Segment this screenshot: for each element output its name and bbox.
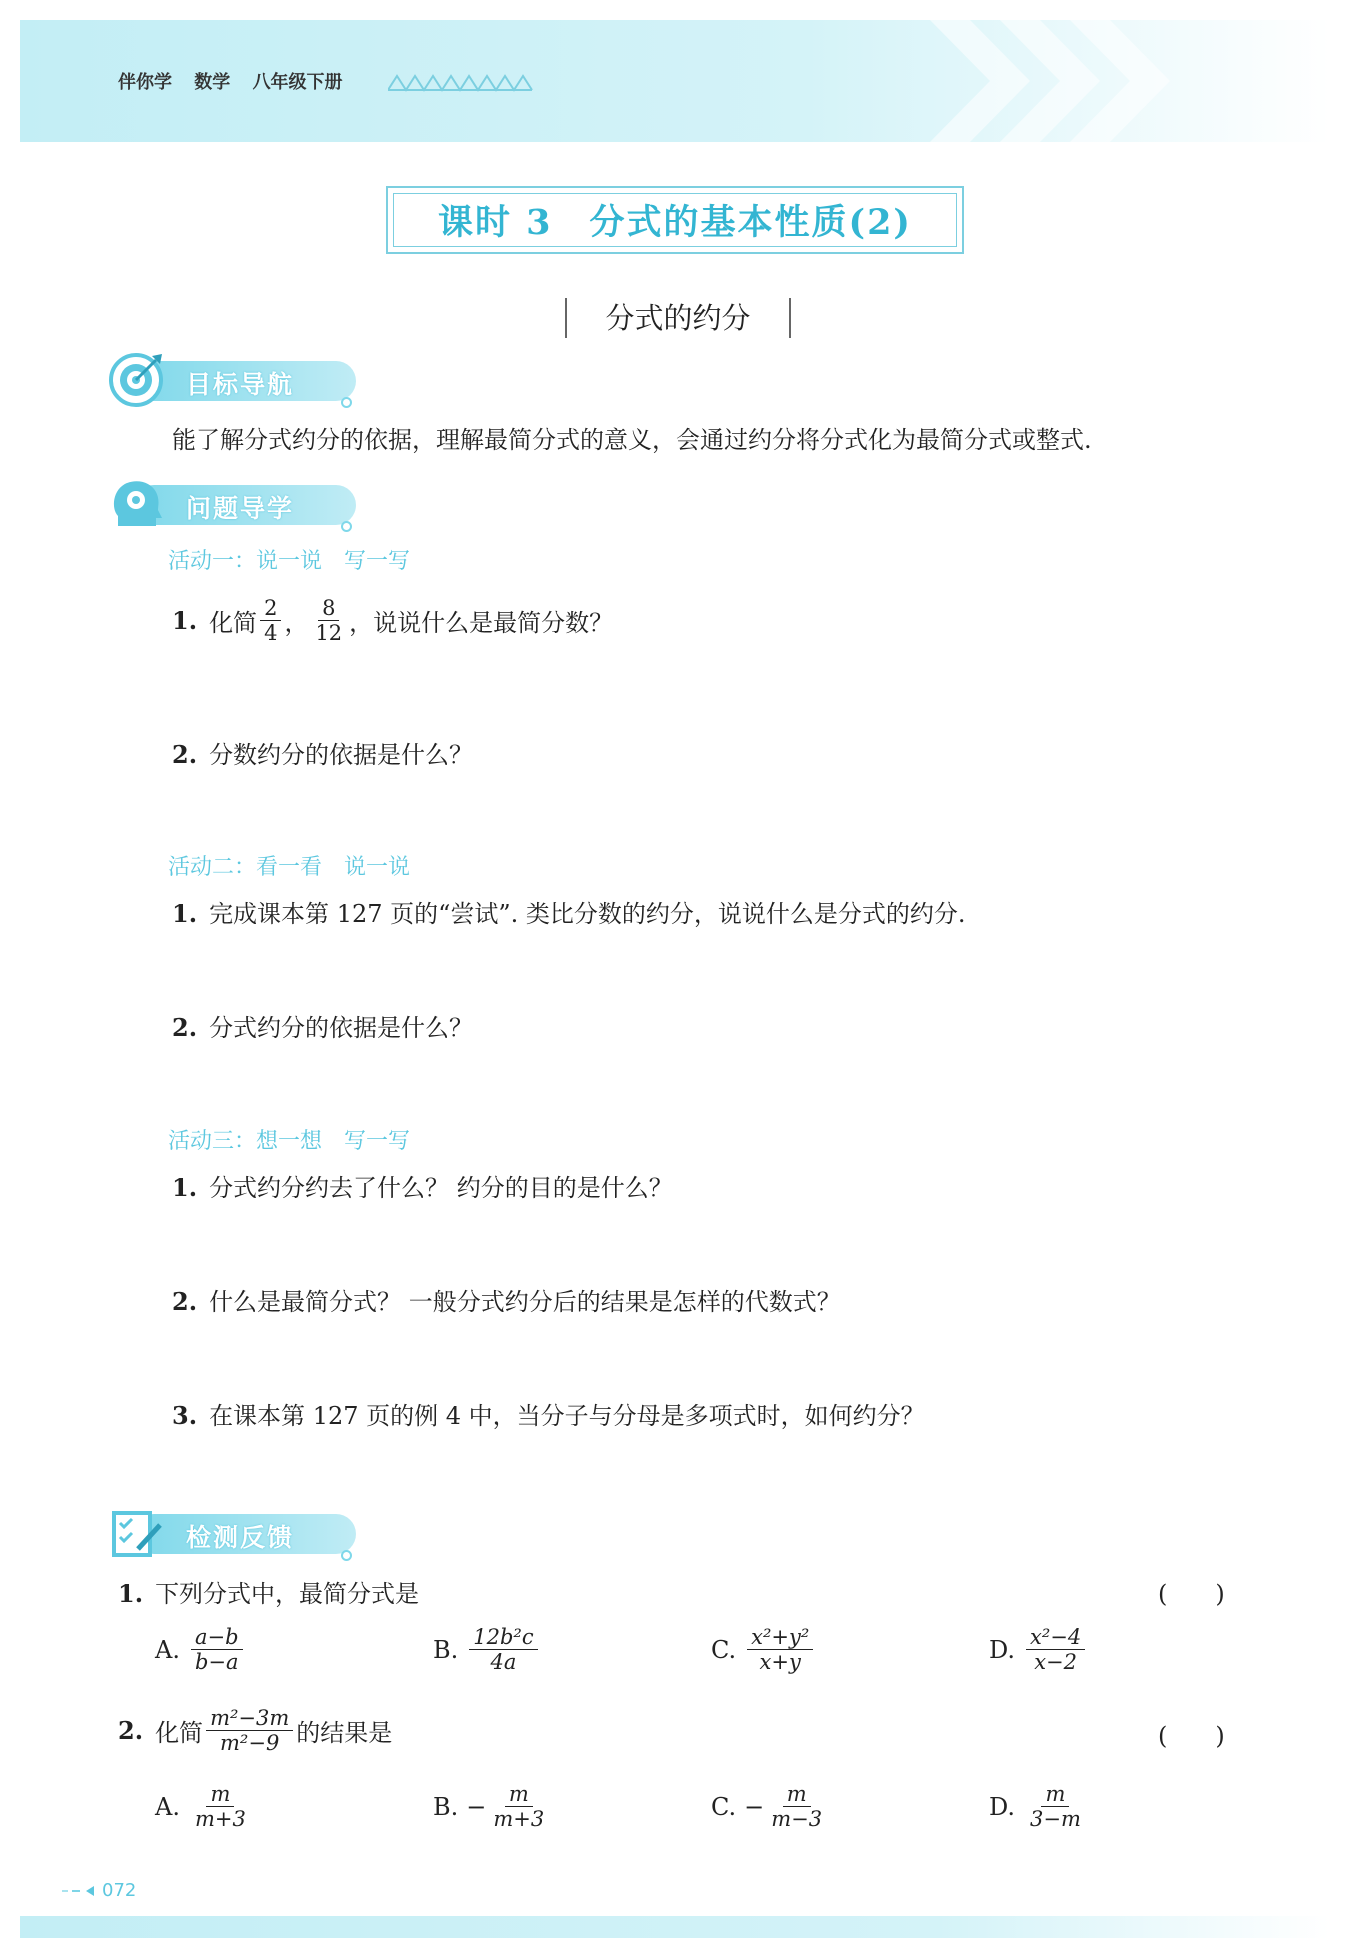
- header-info: [118, 68, 359, 94]
- header-subject: 数学: [194, 72, 231, 93]
- question-text: 下列分式中，最简分式是: [155, 1580, 420, 1608]
- fraction-denominator: 4: [264, 621, 278, 645]
- section-title: 分式的约分: [565, 298, 791, 338]
- q1-option-c[interactable]: [711, 1625, 816, 1674]
- option-fraction: [1026, 1782, 1085, 1831]
- question-number: 2.: [172, 740, 198, 769]
- checklist-pen-icon: [108, 1505, 164, 1561]
- fraction-denominator: m+3: [493, 1807, 545, 1831]
- question-text: 在课本第 127 页的例 4 中，当分子与分母是多项式时，如何约分？: [209, 1402, 925, 1430]
- activity-1-question-2: [172, 735, 473, 770]
- fraction-denominator: 3−m: [1030, 1807, 1081, 1831]
- activity-1-title: 活动一：说一说 写一写: [168, 549, 411, 574]
- zigzag-decoration: [388, 72, 533, 92]
- option-fraction: [767, 1782, 826, 1831]
- fraction-numerator: 2: [260, 596, 281, 621]
- footer-banner: [20, 1916, 1330, 1938]
- q2-option-d[interactable]: [989, 1782, 1088, 1831]
- question-number: 2.: [118, 1716, 144, 1745]
- fraction-numerator: x²+y²: [747, 1625, 813, 1650]
- fraction-numerator: m: [505, 1782, 533, 1807]
- lesson-title-box: [386, 186, 964, 254]
- option-letter: D.: [989, 1792, 1016, 1821]
- option-letter: A.: [155, 1635, 180, 1664]
- question-text: 什么是最简分式？ 一般分式约分后的结果是怎样的代数式？: [209, 1288, 841, 1316]
- page-number-text: 072: [102, 1880, 137, 1901]
- guide-badge: [108, 476, 358, 532]
- question-text: 的结果是: [296, 1719, 393, 1747]
- question-text: 化简: [155, 1719, 204, 1747]
- question-number: 3.: [172, 1401, 198, 1430]
- q1-option-a[interactable]: [155, 1625, 246, 1674]
- fraction-numerator: m: [1041, 1782, 1069, 1807]
- feedback-question-1: [118, 1574, 419, 1609]
- activity-3-question-2: [172, 1282, 841, 1317]
- goals-text: 能了解分式约分的依据，理解最简分式的意义，会通过约分将分式化为最简分式或整式.: [172, 426, 1092, 454]
- option-sign: −: [744, 1792, 765, 1821]
- question-number: 1.: [172, 606, 198, 635]
- question-number: 1.: [118, 1579, 144, 1608]
- feedback-label: 检测反馈: [186, 1523, 295, 1552]
- q2-option-b[interactable]: [433, 1782, 551, 1831]
- q2-option-a[interactable]: [155, 1782, 253, 1831]
- question-text: 分数约分的依据是什么？: [209, 741, 474, 769]
- option-fraction: [747, 1625, 813, 1674]
- option-fraction: [489, 1782, 548, 1831]
- option-sign: −: [466, 1792, 487, 1821]
- goals-badge: [108, 352, 358, 408]
- fraction-2-4: [260, 596, 281, 645]
- option-fraction: [469, 1625, 537, 1674]
- option-letter: C.: [711, 1792, 737, 1821]
- question-text: 分式约分的依据是什么？: [209, 1014, 474, 1042]
- arrow-dots-icon: [62, 1884, 102, 1898]
- fraction-denominator: 4a: [490, 1650, 517, 1674]
- question-text: 完成课本第 127 页的“尝试”. 类比分数的约分，说说什么是分式的约分.: [209, 900, 966, 928]
- question-text: 化简: [209, 609, 258, 637]
- option-fraction: [191, 1782, 250, 1831]
- fraction-denominator: b−a: [194, 1650, 239, 1674]
- feedback-question-2: [118, 1706, 392, 1755]
- option-fraction: [1026, 1625, 1085, 1674]
- activity-2-question-2: [172, 1008, 473, 1043]
- option-letter: C.: [711, 1635, 737, 1664]
- fraction-numerator: x²−4: [1026, 1625, 1085, 1650]
- fraction-numerator: m: [783, 1782, 811, 1807]
- option-letter: D.: [989, 1635, 1016, 1664]
- chevron-decoration: [930, 20, 1350, 142]
- feedback-badge: [108, 1505, 358, 1561]
- target-icon: [108, 352, 164, 408]
- question-number: 1.: [172, 1173, 198, 1202]
- goals-label: 目标导航: [186, 370, 295, 399]
- head-gear-icon: [108, 476, 164, 532]
- activity-1-question-1: [172, 596, 613, 645]
- answer-blank-2[interactable]: ( ): [1158, 1722, 1225, 1750]
- fraction-numerator: m: [206, 1782, 234, 1807]
- activity-3-question-3: [172, 1396, 925, 1431]
- header-book: 伴你学: [118, 72, 172, 93]
- option-letter: A.: [155, 1792, 180, 1821]
- guide-label: 问题导学: [186, 494, 295, 523]
- fraction-numerator: 8: [318, 596, 339, 621]
- header-grade: 八年级下册: [252, 72, 343, 93]
- q1-option-d[interactable]: [989, 1625, 1088, 1674]
- fraction-denominator: 12: [315, 621, 343, 645]
- activity-3-question-1: [172, 1168, 673, 1203]
- separator: ，: [284, 609, 309, 637]
- q1-option-b[interactable]: [433, 1625, 541, 1674]
- lesson-title: 课时 3 分式的基本性质(2): [437, 202, 912, 243]
- question-fraction: [206, 1706, 293, 1755]
- q2-option-c[interactable]: [711, 1782, 829, 1831]
- fraction-8-12: [311, 596, 346, 645]
- fraction-numerator: a−b: [191, 1625, 243, 1650]
- question-number: 1.: [172, 899, 198, 928]
- activity-2-question-1: [172, 894, 966, 929]
- answer-blank-1[interactable]: ( ): [1158, 1580, 1225, 1608]
- question-number: 2.: [172, 1013, 198, 1042]
- question-number: 2.: [172, 1287, 198, 1316]
- fraction-denominator: x−2: [1034, 1650, 1078, 1674]
- activity-2-title: 活动二：看一看 说一说: [168, 855, 411, 880]
- question-text: ，说说什么是最简分数？: [349, 609, 614, 637]
- fraction-numerator: m²−3m: [206, 1706, 293, 1731]
- activity-3-title: 活动三：想一想 写一写: [168, 1129, 411, 1154]
- fraction-numerator: 12b²c: [469, 1625, 537, 1650]
- fraction-denominator: m+3: [194, 1807, 246, 1831]
- question-text: 分式约分约去了什么？ 约分的目的是什么？: [209, 1174, 673, 1202]
- fraction-denominator: x+y: [759, 1650, 801, 1674]
- fraction-denominator: m²−9: [220, 1731, 280, 1755]
- option-fraction: [191, 1625, 243, 1674]
- option-letter: B.: [433, 1792, 459, 1821]
- option-letter: B.: [433, 1635, 459, 1664]
- fraction-denominator: m−3: [771, 1807, 823, 1831]
- page-number: [62, 1880, 136, 1901]
